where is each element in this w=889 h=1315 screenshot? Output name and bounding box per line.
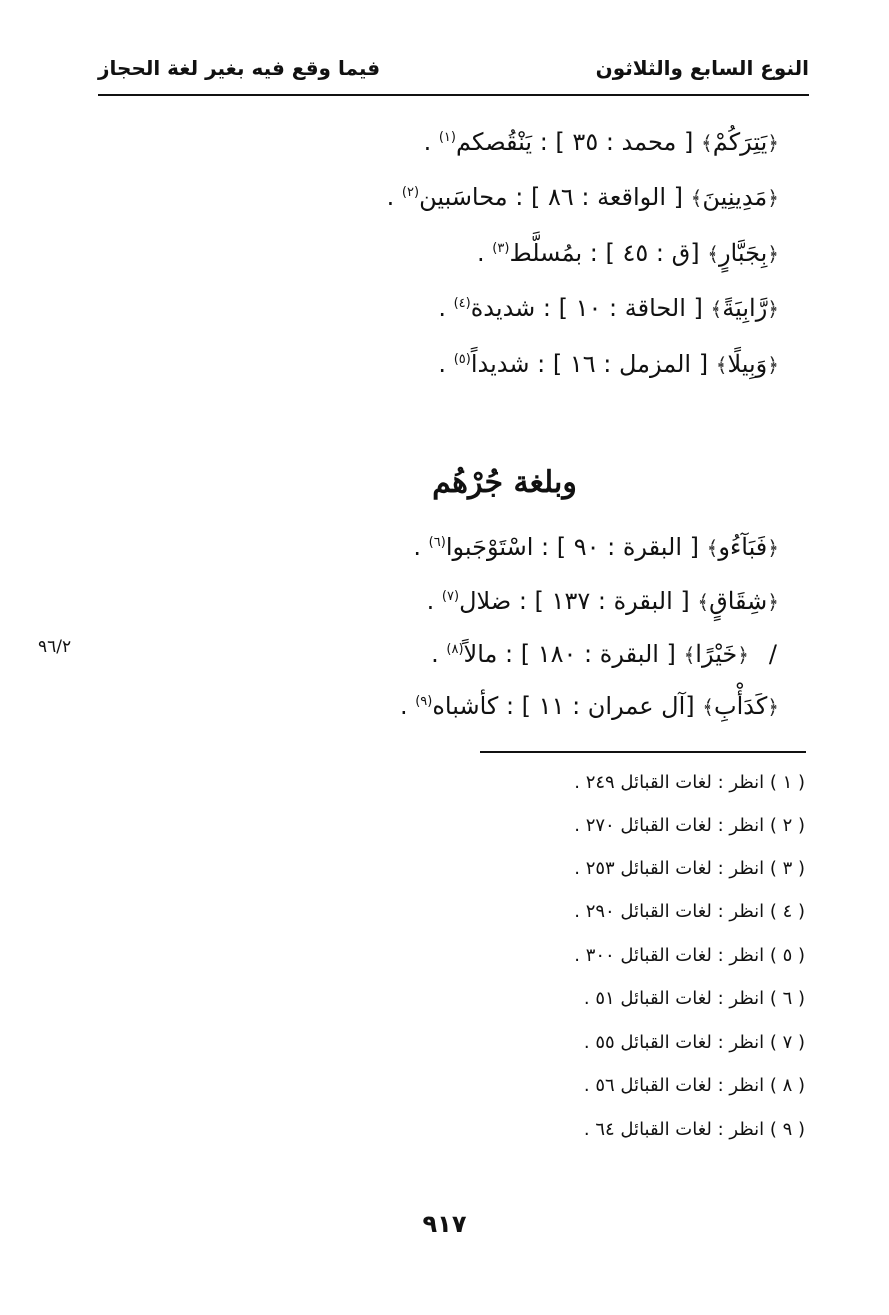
ornament-bracket-close-icon: ﴾: [702, 695, 714, 719]
ornament-bracket-open-icon: ﴿: [767, 353, 779, 377]
footnote-5: ( ٥ ) انظر : لغات القبائل ٣٠٠ .: [574, 945, 805, 966]
ornament-bracket-open-icon: ﴿: [767, 536, 779, 560]
footnote-2: ( ٢ ) انظر : لغات القبائل ٢٧٠ .: [574, 815, 805, 836]
meaning: محاسَبين: [419, 183, 508, 211]
quran-word: كَدَأْبِ: [713, 692, 768, 720]
footnote-4: ( ٤ ) انظر : لغات القبائل ٢٩٠ .: [574, 901, 805, 922]
meaning: شديدة: [470, 294, 536, 322]
meaning: يَنْقُصكم: [455, 128, 533, 156]
footnote-marker: (٥): [453, 352, 471, 367]
meaning: مالاً: [463, 640, 498, 668]
margin-page-reference: ٩٦/٢: [38, 637, 72, 657]
footnote-marker: (٦): [428, 535, 446, 550]
footnote-marker: (٨): [446, 642, 464, 657]
verse-reference: [ المزمل : ١٦ ]: [552, 350, 709, 378]
meaning: شديداً: [470, 350, 530, 378]
footnote-marker: (٧): [441, 589, 460, 604]
quran-word: بِجَبَّارٍ: [718, 239, 768, 267]
ornament-bracket-close-icon: ﴾: [710, 297, 723, 321]
verse-reference: [ البقرة : ١٣٧ ]: [534, 587, 690, 615]
meaning: ضلال: [459, 587, 512, 615]
entry-9: ﴿كَدَأْبِ﴾ [آل عمران : ١١ ] : كأشباه$^{(٩)}$ .: [399, 692, 779, 720]
meaning: اسْتَوْجَبوا: [445, 533, 534, 561]
section-heading: وبلغة جُرْهُم: [432, 465, 577, 500]
verse-reference: [ق : ٤٥ ]: [605, 239, 700, 267]
quran-word: خَيْرًا: [695, 640, 738, 668]
quran-word: رَّابِيَةً: [722, 294, 768, 322]
verse-reference: [ الحاقة : ١٠ ]: [558, 294, 703, 322]
footnote-9: ( ٩ ) انظر : لغات القبائل ٦٤ .: [583, 1119, 805, 1140]
entry-3: ﴿بِجَبَّارٍ﴾ [ق : ٤٥ ] : بمُسلَّط$^{(٣)}$ .: [477, 239, 779, 267]
entry-8: ﴿خَيْرًا﴾ [ البقرة : ١٨٠ ] : مالاً$^{(٨)}$ .: [431, 640, 749, 668]
page-break-slash: /: [768, 640, 777, 668]
meaning: كأشباه: [432, 692, 499, 720]
meaning: بمُسلَّط: [509, 239, 583, 267]
quran-word: مَدِينِينَ: [702, 183, 768, 211]
ornament-bracket-close-icon: ﴾: [707, 242, 719, 266]
running-header-chapter: النوع السابع والثلاثون: [595, 56, 809, 80]
verse-reference: [ البقرة : ٩٠ ]: [556, 533, 700, 561]
verse-reference: [آل عمران : ١١ ]: [521, 692, 695, 720]
footnote-3: ( ٣ ) انظر : لغات القبائل ٢٥٣ .: [574, 858, 805, 879]
entry-6: ﴿فَبَآءُو﴾ [ البقرة : ٩٠ ] : اسْتَوْجَبوا$^{(٦)}$ .: [413, 533, 779, 561]
ornament-bracket-open-icon: ﴿: [767, 242, 779, 266]
entry-7: ﴿شِقَاقٍ﴾ [ البقرة : ١٣٧ ] : ضلال$^{(٧)}$ .: [426, 587, 779, 615]
footnote-divider: [480, 751, 806, 753]
running-header-topic: فيما وقع فيه بغير لغة الحجاز: [98, 56, 381, 80]
page-number: ٩١٧: [422, 1210, 467, 1238]
ornament-bracket-open-icon: ﴿: [767, 186, 779, 210]
entry-4: ﴿رَّابِيَةً﴾ [ الحاقة : ١٠ ] : شديدة$^{(٤)}$ .: [438, 294, 779, 322]
ornament-bracket-open-icon: ﴿: [767, 590, 779, 614]
ornament-bracket-open-icon: ﴿: [767, 297, 779, 321]
ornament-bracket-open-icon: ﴿: [737, 643, 749, 667]
ornament-bracket-open-icon: ﴿: [767, 131, 779, 155]
footnote-marker: (٣): [492, 241, 510, 256]
quran-word: فَبَآءُو: [718, 533, 768, 561]
ornament-bracket-close-icon: ﴾: [683, 643, 696, 667]
quran-word: وَبِيلًا: [727, 350, 768, 378]
footnote-1: ( ١ ) انظر : لغات القبائل ٢٤٩ .: [574, 772, 805, 793]
entry-1: ﴿يَتِرَكُمْ﴾ [ محمد : ٣٥ ] : يَنْقُصكم$^{(١)}$ .: [423, 128, 779, 156]
footnote-6: ( ٦ ) انظر : لغات القبائل ٥١ .: [583, 988, 805, 1009]
verse-reference: [ الواقعة : ٨٦ ]: [530, 183, 684, 211]
verse-reference: [ محمد : ٣٥ ]: [555, 128, 694, 156]
footnote-marker: (٤): [453, 296, 471, 311]
footnote-7: ( ٧ ) انظر : لغات القبائل ٥٥ .: [583, 1032, 805, 1053]
ornament-bracket-open-icon: ﴿: [767, 695, 779, 719]
footnote-8: ( ٨ ) انظر : لغات القبائل ٥٦ .: [583, 1075, 805, 1096]
footnote-marker: (٢): [401, 185, 420, 200]
verse-reference: [ البقرة : ١٨٠ ]: [520, 640, 676, 668]
footnote-marker: (١): [438, 130, 456, 145]
quran-word: يَتِرَكُمْ: [712, 128, 768, 156]
ornament-bracket-close-icon: ﴾: [701, 131, 713, 155]
footnote-marker: (٩): [415, 694, 433, 709]
ornament-bracket-close-icon: ﴾: [690, 186, 703, 210]
quran-word: شِقَاقٍ: [709, 587, 768, 615]
ornament-bracket-close-icon: ﴾: [706, 536, 719, 560]
header-divider: [98, 94, 809, 96]
entry-2: ﴿مَدِينِينَ﴾ [ الواقعة : ٨٦ ] : محاسَبين$^{(٢)}$ .: [386, 183, 779, 211]
ornament-bracket-close-icon: ﴾: [697, 590, 710, 614]
entry-5: ﴿وَبِيلًا﴾ [ المزمل : ١٦ ] : شديداً$^{(٥)}$ .: [438, 350, 779, 378]
ornament-bracket-close-icon: ﴾: [715, 353, 728, 377]
